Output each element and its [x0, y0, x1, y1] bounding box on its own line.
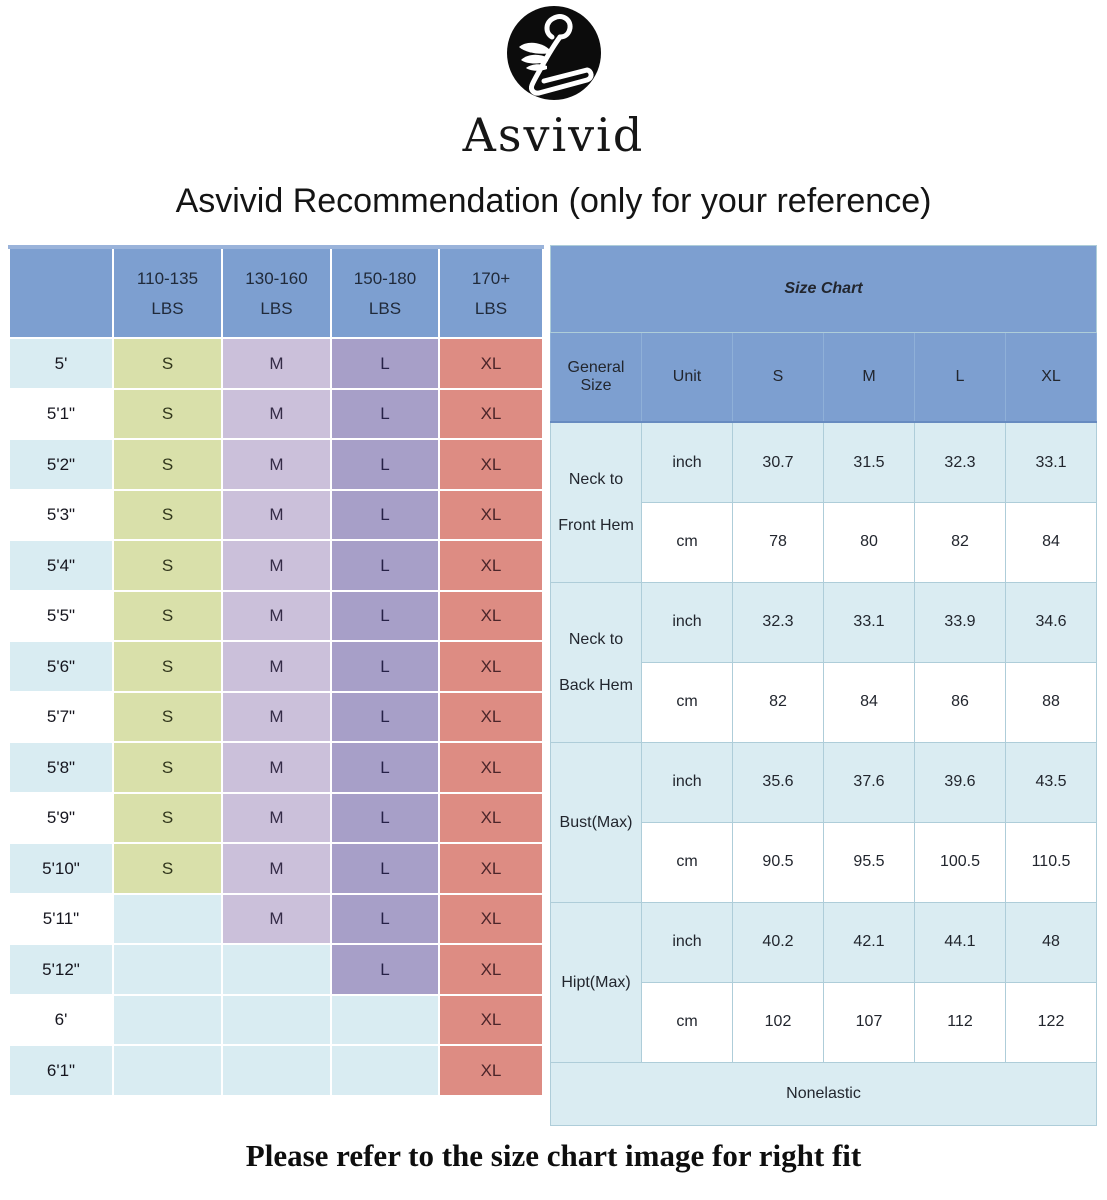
column-header: M: [824, 333, 915, 423]
table-row: [9, 843, 543, 894]
height-cell: 5'12": [9, 944, 113, 995]
value-cell: 31.5: [824, 422, 915, 502]
value-cell: 95.5: [824, 822, 915, 902]
height-cell: 5'10": [9, 843, 113, 894]
size-cell-l: L: [331, 641, 439, 692]
value-cell: 88: [1006, 662, 1097, 742]
value-cell: 78: [733, 502, 824, 582]
size-chart-table: [550, 245, 1097, 1126]
size-cell-m: M: [222, 540, 331, 591]
size-cell-m: M: [222, 490, 331, 541]
unit-cell: cm: [642, 502, 733, 582]
value-cell: 107: [824, 982, 915, 1062]
value-cell: 33.9: [915, 582, 1006, 662]
size-cell-xl: XL: [439, 793, 543, 844]
value-cell: 43.5: [1006, 742, 1097, 822]
value-cell: 48: [1006, 902, 1097, 982]
measurement-label: Hipt(Max): [551, 902, 642, 1062]
unit-cell: inch: [642, 422, 733, 502]
size-cell-s: S: [113, 338, 222, 389]
value-cell: 82: [733, 662, 824, 742]
unit-cell: inch: [642, 902, 733, 982]
value-cell: 84: [824, 662, 915, 742]
table-row: [9, 742, 543, 793]
size-cell-m: M: [222, 692, 331, 743]
size-cell-m: M: [222, 338, 331, 389]
value-cell: 34.6: [1006, 582, 1097, 662]
size-cell-s: S: [113, 540, 222, 591]
value-cell: 84: [1006, 502, 1097, 582]
bottom-caption: Please refer to the size chart image for right fit: [245, 1137, 862, 1173]
value-cell: 39.6: [915, 742, 1006, 822]
size-cell-m: M: [222, 843, 331, 894]
size-cell-s: S: [113, 591, 222, 642]
height-cell: 5'9": [9, 793, 113, 844]
height-cell: 5'1": [9, 389, 113, 440]
size-cell-s: S: [113, 641, 222, 692]
size-cell-s: S: [113, 742, 222, 793]
size-cell-s: [113, 944, 222, 995]
height-cell: 5'7": [9, 692, 113, 743]
size-cell-m: M: [222, 894, 331, 945]
value-cell: 35.6: [733, 742, 824, 822]
size-cell-s: S: [113, 843, 222, 894]
size-cell-xl: XL: [439, 389, 543, 440]
size-cell-m: [222, 1045, 331, 1096]
size-cell-xl: XL: [439, 944, 543, 995]
weight-header: 150-180 LBS: [331, 247, 439, 338]
size-cell-m: [222, 944, 331, 995]
value-cell: 112: [915, 982, 1006, 1062]
size-cell-xl: XL: [439, 591, 543, 642]
table-row: [9, 692, 543, 743]
value-cell: 100.5: [915, 822, 1006, 902]
value-cell: 80: [824, 502, 915, 582]
unit-cell: cm: [642, 822, 733, 902]
column-header: General Size: [551, 333, 642, 423]
weight-header: 130-160 LBS: [222, 247, 331, 338]
size-cell-l: L: [331, 793, 439, 844]
size-cell-s: S: [113, 389, 222, 440]
value-cell: 33.1: [1006, 422, 1097, 502]
table-row: [9, 995, 543, 1046]
value-cell: 90.5: [733, 822, 824, 902]
value-cell: 86: [915, 662, 1006, 742]
size-cell-l: L: [331, 894, 439, 945]
size-cell-xl: XL: [439, 894, 543, 945]
table-row: [9, 540, 543, 591]
column-header: S: [733, 333, 824, 423]
size-cell-l: L: [331, 591, 439, 642]
brand-logo: [0, 0, 1107, 108]
unit-cell: inch: [642, 582, 733, 662]
table-row: [9, 641, 543, 692]
height-cell: 5'5": [9, 591, 113, 642]
unit-cell: cm: [642, 982, 733, 1062]
value-cell: 122: [1006, 982, 1097, 1062]
size-cell-l: L: [331, 389, 439, 440]
size-cell-l: L: [331, 490, 439, 541]
size-cell-xl: XL: [439, 540, 543, 591]
size-cell-m: M: [222, 389, 331, 440]
height-cell: 5'3": [9, 490, 113, 541]
size-cell-s: [113, 894, 222, 945]
size-cell-m: [222, 995, 331, 1046]
size-cell-l: [331, 1045, 439, 1096]
table-row: [9, 894, 543, 945]
table-row: [9, 793, 543, 844]
height-cell: 5'2": [9, 439, 113, 490]
size-cell-xl: XL: [439, 742, 543, 793]
value-cell: 32.3: [733, 582, 824, 662]
tables-container: [8, 245, 1107, 1126]
size-chart-title-row: [551, 246, 1097, 333]
value-cell: 82: [915, 502, 1006, 582]
height-cell: 5'8": [9, 742, 113, 793]
elasticity-row: [551, 1062, 1097, 1125]
size-cell-xl: XL: [439, 692, 543, 743]
page-heading: Asvivid Recommendation (only for your reference): [175, 181, 932, 220]
measurement-label: Bust(Max): [551, 742, 642, 902]
size-cell-m: M: [222, 742, 331, 793]
value-cell: 30.7: [733, 422, 824, 502]
size-cell-xl: XL: [439, 338, 543, 389]
brand-name: Asvivid: [462, 108, 645, 162]
size-cell-s: S: [113, 439, 222, 490]
height-cell: 5': [9, 338, 113, 389]
weight-header-row: [9, 247, 543, 338]
column-header: XL: [1006, 333, 1097, 423]
height-cell: 6': [9, 995, 113, 1046]
value-cell: 110.5: [1006, 822, 1097, 902]
value-cell: 33.1: [824, 582, 915, 662]
column-header: Unit: [642, 333, 733, 423]
table-row: [9, 1045, 543, 1096]
size-cell-s: S: [113, 793, 222, 844]
table-row: [551, 422, 1097, 502]
value-cell: 37.6: [824, 742, 915, 822]
size-cell-l: L: [331, 439, 439, 490]
value-cell: 32.3: [915, 422, 1006, 502]
weight-header: 170+ LBS: [439, 247, 543, 338]
table-row: [9, 591, 543, 642]
size-cell-l: L: [331, 742, 439, 793]
size-chart-title: Size Chart: [551, 246, 1097, 333]
table-row: [9, 490, 543, 541]
recommendation-table: [8, 245, 544, 1097]
size-cell-l: [331, 995, 439, 1046]
column-header: L: [915, 333, 1006, 423]
table-row: [9, 338, 543, 389]
corner-cell: [9, 247, 113, 338]
size-cell-xl: XL: [439, 439, 543, 490]
value-cell: 44.1: [915, 902, 1006, 982]
table-row: [551, 742, 1097, 822]
height-cell: 5'11": [9, 894, 113, 945]
value-cell: 40.2: [733, 902, 824, 982]
size-chart-header-row: [551, 333, 1097, 423]
value-cell: 42.1: [824, 902, 915, 982]
size-cell-s: S: [113, 692, 222, 743]
table-row: [551, 582, 1097, 662]
measurement-label: Neck to Front Hem: [551, 422, 642, 582]
weight-header: 110-135 LBS: [113, 247, 222, 338]
table-row: [9, 944, 543, 995]
swan-hanger-icon: [504, 3, 604, 103]
size-cell-m: M: [222, 591, 331, 642]
unit-cell: inch: [642, 742, 733, 822]
value-cell: 102: [733, 982, 824, 1062]
size-cell-l: L: [331, 843, 439, 894]
height-cell: 5'6": [9, 641, 113, 692]
table-row: [551, 902, 1097, 982]
size-cell-xl: XL: [439, 843, 543, 894]
size-cell-xl: XL: [439, 995, 543, 1046]
unit-cell: cm: [642, 662, 733, 742]
size-cell-l: L: [331, 944, 439, 995]
size-cell-xl: XL: [439, 1045, 543, 1096]
elasticity-note: Nonelastic: [551, 1062, 1097, 1125]
size-cell-s: [113, 1045, 222, 1096]
size-cell-m: M: [222, 641, 331, 692]
size-cell-l: L: [331, 540, 439, 591]
size-cell-l: L: [331, 692, 439, 743]
size-cell-xl: XL: [439, 490, 543, 541]
size-cell-xl: XL: [439, 641, 543, 692]
height-cell: 5'4": [9, 540, 113, 591]
table-row: [9, 439, 543, 490]
size-cell-s: S: [113, 490, 222, 541]
size-cell-m: M: [222, 793, 331, 844]
height-cell: 6'1": [9, 1045, 113, 1096]
measurement-label: Neck to Back Hem: [551, 582, 642, 742]
size-cell-s: [113, 995, 222, 1046]
table-row: [9, 389, 543, 440]
size-cell-m: M: [222, 439, 331, 490]
size-cell-l: L: [331, 338, 439, 389]
